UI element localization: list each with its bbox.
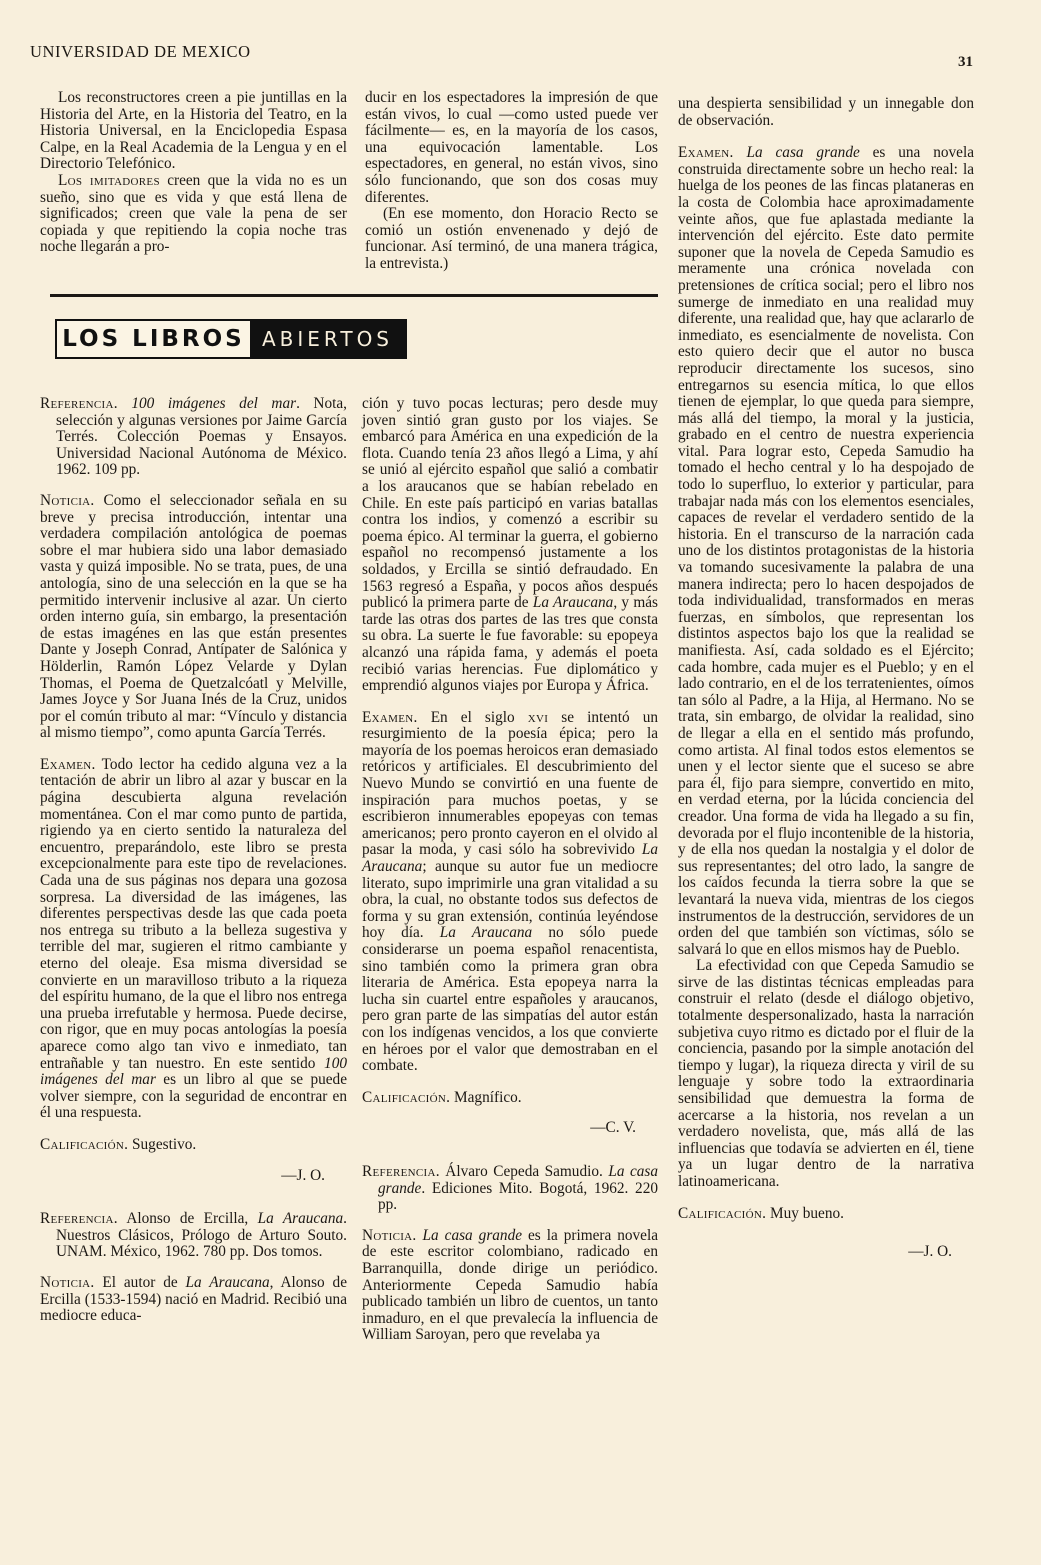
calificacion: Calificación. Muy bueno.: [678, 1204, 844, 1222]
noticia: Noticia. La casa grande es la primera novela de este escritor colombiano, radicado en Barranquilla, donde dirige un periódico. Anteriormente Cepeda Samudio había publicado también un libro de cuentos, un tanto inmaduro, en el que prevalecía la influencia de William Saroyan, pero que revelaba ya: [362, 1226, 659, 1344]
book-title: 100 imágenes del mar: [131, 395, 297, 412]
reference: Referencia. 100 imágenes del mar. Nota, selección y algunas versiones por Jaime García Terrés. Colección Poemas y Ensayos. Universidad Nacional Autónoma de México. 1962. 109 pp.: [40, 395, 347, 479]
calificacion: Calificación. Sugestivo.: [40, 1135, 197, 1153]
examen: Examen. Todo lector ha cedido alguna vez a la tentación de abrir un libro al azar y buscar en la página descubierta alguna revelación momentánea. Con el mar como punto de partida, rigiendo ya en cierto sentido la naturaleza del encuentro, preparándolo, este libro se presta excepcionalmente para este tipo de revelaciones. Cada una de sus páginas nos depara una gozosa sorpresa. La diversidad de las imágenes, las diferentes perspectivas desde las que cada poeta nos entrega su tributo a la belleza sugestiva y terrible del mar, sugieren el ritmo cambiante y eterno del oleaje. Esa misma diversidad se convierte en un maravilloso tributo a la riqueza del espíritu humano, de la que el libro nos entrega una prueba irrefutable y hermosa. Puede decirse, con rigor, que en muy pocas antologías la poesía aparece como algo tan vivo e inmediato, tan entrañable y tan nuestro. En este sentido 100 imágenes del mar es un libro al que se puede volver siempre, con la seguridad de encontrar en él una respuesta.: [40, 755, 347, 1122]
paragraph: ducir en los espectadores la impresión de que están vivos, lo cual —como usted puede ver fácilmente— es, en la mayoría de los casos, una equivocación lamentable. Los espectadores, en general, no están vivos, sino sólo funcionando, que son dos cosas muy diferentes.: [365, 89, 658, 206]
column-2: [362, 396, 658, 1344]
top-column-1: [40, 90, 347, 256]
column-3: [678, 96, 974, 1261]
noticia: Noticia. El autor de La Araucana, Alonso de Ercilla (1533-1594) nació en Madrid. Recibió una mediocre educa-: [40, 1273, 347, 1325]
signature: —J. O.: [281, 1166, 325, 1184]
reference: Referencia. Alonso de Ercilla, La Araucana. Nuestros Clásicos, Prólogo de Arturo Souto. UNAM. México, 1962. 780 pp. Dos tomos.: [40, 1210, 347, 1261]
signature: —C. V.: [590, 1119, 636, 1137]
column-1: [40, 396, 347, 1325]
reference: Referencia. Álvaro Cepeda Samudio. La casa grande. Ediciones Mito. Bogotá, 1962. 220 pp.: [362, 1162, 658, 1214]
banner-title-los-libros: LOS LIBROS: [57, 321, 250, 357]
banner-title-abiertos: ABIERTOS: [250, 321, 405, 357]
section-divider: [50, 294, 658, 297]
paragraph: Los imitadores creen que la vida no es un sueño, sino que es vida y que está llena de significados; creen que vale la pena de ser copiada y que repitiendo la copia noche tras noche llegarán a pro-: [40, 171, 347, 256]
page-number: 31: [958, 54, 973, 70]
noticia-continued: ción y tuvo pocas lecturas; pero desde muy joven sintió gran gusto por los viajes. Se embarcó para América en una expedición de la flota. Cuando tenía 23 años llegó a Lima, y ahí se unió al ejército español que salió a combatir a los araucanos que se habían rebelado en Chile. En este país participó en varias batallas contra los indios, y comenzó a escribir su poema épico. Al terminar la guerra, el gobierno español no recompensó justamente a los soldados, y Ercilla se sintió defraudado. En 1563 regresó a España, y pocos años después publicó la primera parte de La Araucana, y más tarde las otras dos partes de las tres que consta su obra. La suerte le fue favorable: su epopeya alcanzó una rápida fama, y además el poeta recibió varias herencias. Fue diplomático y emprendió algunos viajes por Europa y África.: [362, 395, 658, 695]
noticia: Noticia. Como el seleccionador señala en su breve y precisa introducción, intentar una verdadera compilación antológica de poemas sobre el mar hubiera sido una labor demasiado vasta y quizá imposible. No se trata, pues, de una antología, sino de una selección en la que se ha permitido intervenir inclusive al azar. Un cierto orden interno guía, sin embargo, la presentación de estas imagénes en las que están presentes Dante y Joseph Conrad, Antípater de Salónica y Hölderlin, Ramón López Velarde y Dylan Thomas, el Poema de Quetzalcóatl y Melville, James Joyce y Sor Juana Inés de la Cruz, unidos por el común tributo al mar: “Vínculo y distancia al mismo tiempo”, como apunta García Terrés.: [40, 491, 347, 742]
paragraph: (En ese momento, don Horacio Recto se comió un ostión envenenado y dejó de funcionar. Así terminó, de una manera trágica, la entrevista.): [365, 205, 658, 272]
noticia-continued: una despierta sensibilidad y un innegable don de observación.: [678, 95, 974, 129]
examen-paragraph-2: La efectividad con que Cepeda Samudio se sirve de las distintas técnicas empleadas para construir el relato (desde el diálogo objetivo, totalmente despersonalizado, hasta la narración subjetiva cuyo ritmo es dictado por el fluir de la conciencia, pasando por la simple anotación del tiempo y lugar), la riqueza directa y viril de su lenguaje y sobre todo la extraordinaria sensibilidad que demuestra la forma de acercarse a la historia, nos revelan a un verdadero novelista, que, más allá de las influencias que todavía se advierten en él, tiene ya un lugar dentro de la narrativa latinoamericana.: [678, 957, 974, 1190]
running-head: UNIVERSIDAD DE MEXICO: [30, 42, 251, 61]
section-banner: [55, 319, 407, 359]
paragraph: Los reconstructores creen a pie juntillas en la Historia del Arte, en la Historia del Teatro, en la Historia Universal, en la Enciclopedia Espasa Calpe, en la Real Academia de la Lengua y en el Directorio Telefónico.: [40, 89, 347, 173]
calificacion: Calificación. Magnífico.: [362, 1088, 522, 1106]
lead-in: Los imitadores: [58, 171, 160, 189]
top-column-2: [365, 90, 658, 273]
examen: Examen. La casa grande es una novela construida directamente sobre un hecho real: la huelga de los peones de las fincas plataneras en la costa de Colombia hace aproximadamente veinte años, que fue aplastada mediante la intervención del ejército. Este dato permite suponer que la novela de Cepeda Samudio es meramente una crónica novelada con pretensiones de crítica social; pero el libro nos sumerge de inmediato en una realidad muy diferente, una realidad que, hay que aclararlo de inmediato, es esencialmente de novelista. Con esto quiero decir que el autor no busca reproducir directamente los sucesos, sino entregarnos su esencia mítica, lo que ellos tienen de ejemplar, lo que queda para siempre, más allá del tiempo, la moral y la justicia, grabado en el centro de nuestra experiencia vital. Para lograr esto, Cepeda Samudio ha tomado el hecho central y lo ha despojado de todo lo superfluo, lo exterior y particular, para trabajar nada más con los elementos esenciales, capaces de revelar el verdadero sentido de la historia. En el transcurso de la narración cada uno de los distintos protagonistas de la historia va tomando sucesivamente la palabra de una manera indirecta; pero lo hacen despojados de toda individualidad, transformados en meras fuerzas, en símbolos, que representan los distintos aspectos bajo los que la realidad se manifiesta. Así, cada soldado es el Ejército; cada hombre, cada mujer es el Pueblo; y en el lado contrario, en el de los terratenientes, oímos tan sólo al Padre, a la Hija, al Hermano. No se trata, sin embargo, de olvidar la realidad, sino de llegar a ella en el sentido más profundo, como artista. Al final todos estos elementos se unen y el lector siente que el suceso se abre para él, fijo para siempre, convertido en mito, en verdad eterna, por la lúcida conciencia del creador. Una forma de vida ha llegado a su fin, devorada por el flujo incontenible de la historia, y de ella nos quedan la nostalgia y el dolor de sus representantes; del otro lado, la sangre de los caídos fecunda la tierra sobre la que se levantará la nueva vida, mientras de los ciegos instrumentos de la destrucción, servidores de un orden del que también son víctimas, sólo se salvará lo que en ellos mismos hay de Pueblo.: [678, 144, 974, 958]
signature: —J. O.: [908, 1243, 952, 1261]
examen: Examen. En el siglo xvi se intentó un resurgimiento de la poesía épica; pero la mayoría de los poemas heroicos eran demasiado retóricos y artificiales. El descubrimiento del Nuevo Mundo se convirtió en una fuente de inspiración para muchos poetas, y se escribieron innumerables epopeyas con temas americanos; pero pronto cayeron en el olvido al pasar la moda, y casi sólo ha sobrevivido La Araucana; aunque su autor fue un mediocre literato, supo imprimirle una gran vitalidad a su obra, la cual, no obstante todos sus defectos de forma y su gran extensión, continúa leyéndose hoy día. La Araucana no sólo puede considerarse un poema español renacentista, sino también como la primera gran obra literaria de América. Esta epopeya narra la lucha sin cuartel entre españoles y araucanos, pero gran parte de las simpatías del autor están con los indígenas vencidos, a los que convierte en héroes por el valor que demostraban en el combate.: [362, 708, 658, 1075]
